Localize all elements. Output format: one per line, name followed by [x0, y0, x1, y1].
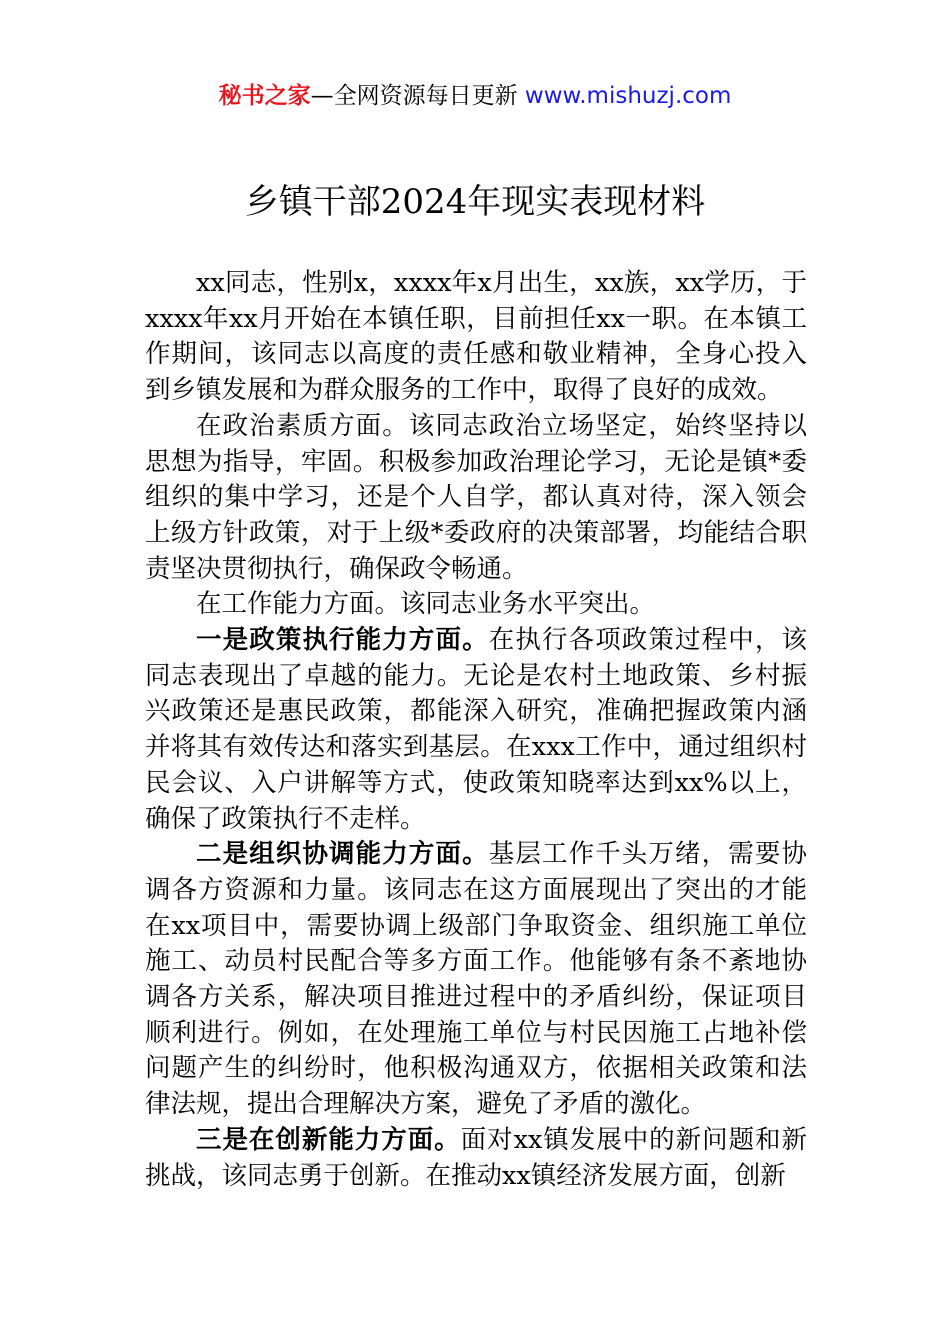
site-header [0, 80, 950, 112]
paragraph-intro: xx同志，性别x，xxxx年x月出生，xx族，xx学历，于xxxx年xx月开始在本镇任职，目前担任xx一职。在本镇工作期间，该同志以高度的责任感和敬业精神，全身心投入到乡镇发展和为群众服务的工作中，取得了良好的成效。 [145, 268, 807, 406]
paragraph-policy-execution [145, 623, 807, 837]
paragraph-text: 基层工作千头万绪，需要协调各方资源和力量。该同志在这方面展现出了突出的才能在xx项目中，需要协调上级部门争取资金、组织施工单位施工、动员村民配合等多方面工作。他能够有条不紊地协调各方关系，解决项目推进过程中的矛盾纠纷，保证项目顺利进行。例如，在处理施工单位与村民因施工占地补偿问题产生的纠纷时，他积极沟通双方，依据相关政策和法律法规，提出合理解决方案，避免了矛盾的激化。 [145, 839, 807, 1120]
paragraph-political-quality: 在政治素质方面。该同志政治立场坚定，始终坚持以思想为指导，牢固。积极参加政治理论学习，无论是镇*委组织的集中学习，还是个人自学，都认真对待，深入领会上级方针政策，对于上级*委政府的决策部署，均能结合职责坚决贯彻执行，确保政令畅通。 [145, 410, 807, 584]
site-tagline: —全网资源每日更新 [310, 83, 525, 109]
paragraph-innovation [145, 1123, 807, 1194]
paragraph-lead-heading: 一是政策执行能力方面。 [196, 625, 489, 656]
document-body [145, 266, 807, 1194]
site-brand: 秘书之家 [218, 83, 311, 109]
paragraph-coordination [145, 837, 807, 1123]
paragraph-text: 面对xx镇发展中的新问题和新挑战，该同志勇于创新。在推动xx镇经济发展方面，创新 [145, 1124, 807, 1191]
document-title: 乡镇干部2024年现实表现材料 [244, 182, 706, 222]
paragraph-lead-heading: 二是组织协调能力方面。 [196, 839, 489, 870]
paragraph-text: 在执行各项政策过程中，该同志表现出了卓越的能力。无论是农村土地政策、乡村振兴政策还是惠民政策，都能深入研究，准确把握政策内涵并将其有效传达和落实到基层。在xxx工作中，通过组织村民会议、入户讲解等方式，使政策知晓率达到xx%以上，确保了政策执行不走样。 [145, 625, 807, 834]
site-url-link[interactable]: www.mishuzj.com [524, 83, 732, 109]
paragraph-lead-heading: 三是在创新能力方面。 [196, 1124, 461, 1155]
paragraph-work-ability: 在工作能力方面。该同志业务水平突出。 [196, 589, 656, 620]
